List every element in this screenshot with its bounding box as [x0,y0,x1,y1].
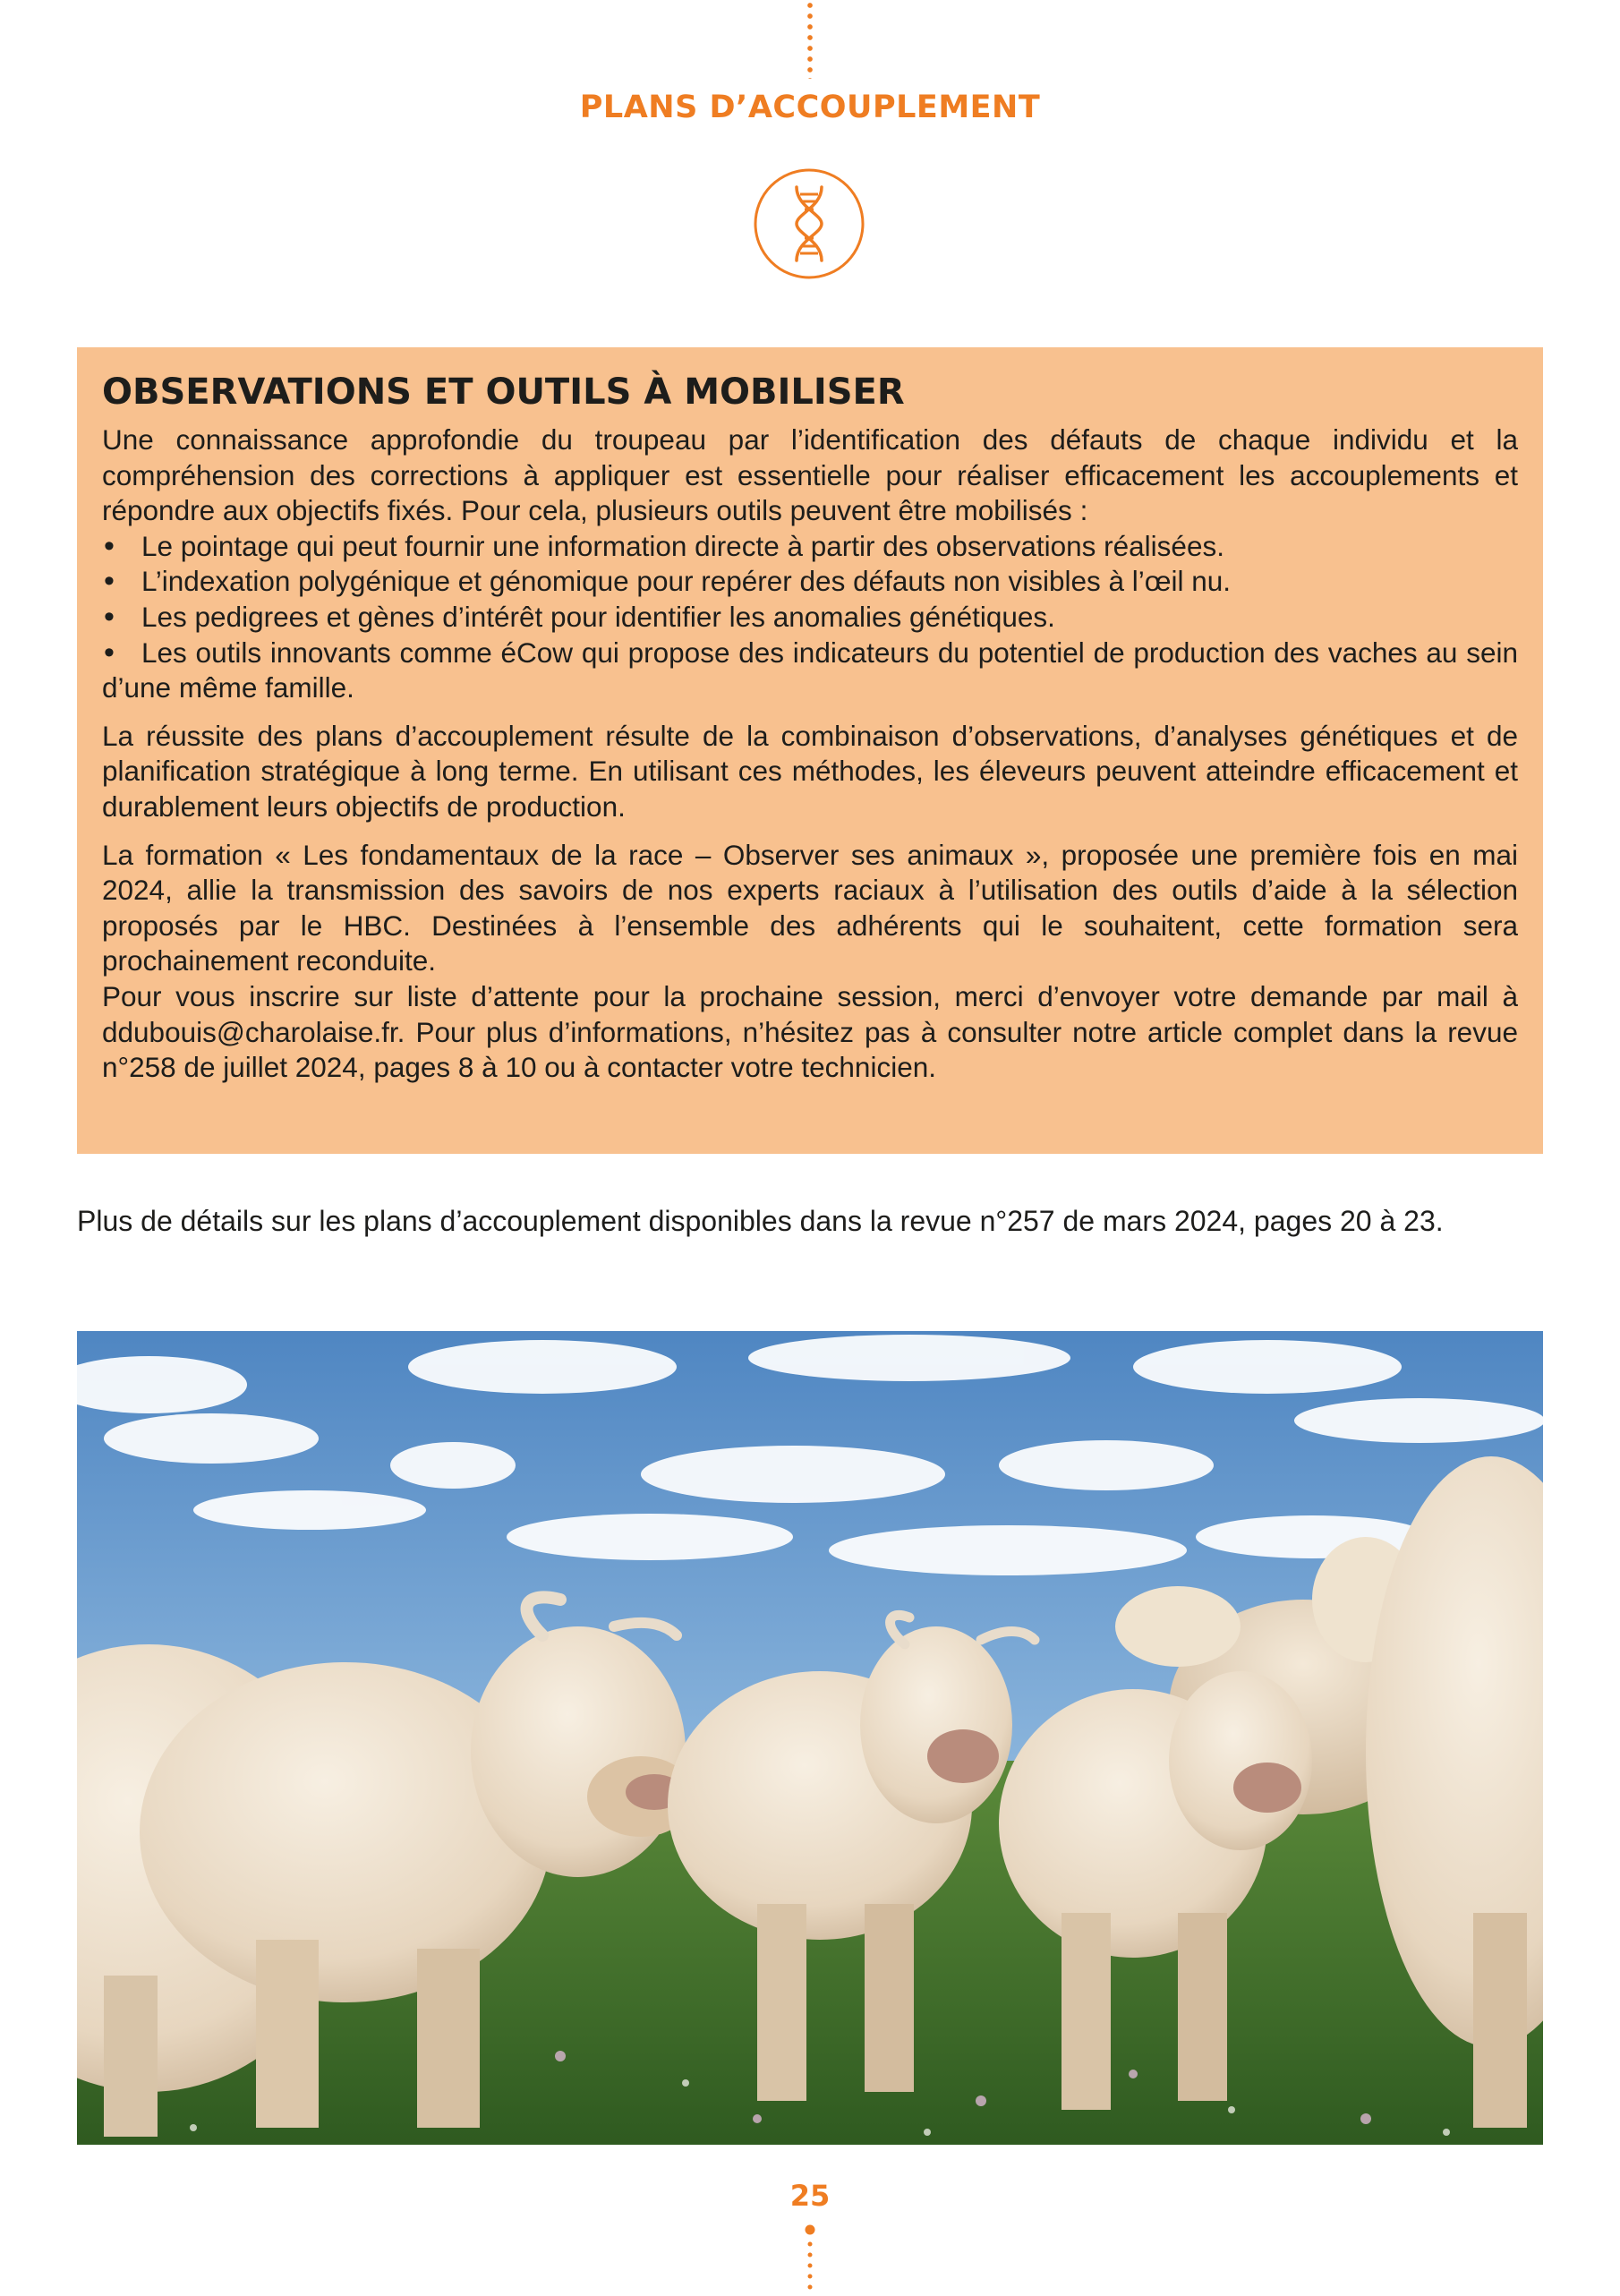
top-dotted-line [807,0,813,79]
details-text: Plus de détails sur les plans d’accouplement disponibles dans la revue n°257 de mars 2024, pages 20 à 23. [77,1205,1444,1237]
box-paragraph-success: La réussite des plans d’accouplement résulte de la combinaison d’observations, d’analyses génétiques et de planification stratégique à long terme. En utilisant ces méthodes, les éleveurs peuvent atteindre efficacement et durablement leurs objectifs de production. [102,719,1518,823]
bottom-dotted-line [805,2224,815,2292]
box-paragraph-training: La formation « Les fondamentaux de la race – Observer ses animaux », proposée une première fois en mai 2024, allie la transmission des savoirs de nos experts raciaux à l’utilisation des outils d’aide à la sélection proposés par le HBC. Destinées à l’ensemble des adhérents qui le souhaitent, cette formation sera prochainement reconduite. [102,838,1518,977]
box-heading: OBSERVATIONS ET OUTILS À MOBILISER [102,371,905,413]
section-title: PLANS D’ACCOUPLEMENT [579,90,1041,125]
observations-box [77,347,1543,1154]
list-item: • Les pedigrees et gènes d’intérêt pour identifier les anomalies génétiques. [102,600,1518,636]
herd-of-charolais-cows-photo [77,1331,1543,2145]
list-item: • L’indexation polygénique et génomique pour repérer des défauts non visibles à l’œil nu. [102,564,1518,600]
list-item: • Les outils innovants comme éCow qui propose des indicateurs du potentiel de production des vaches au sein d’une même famille. [102,636,1518,706]
tools-list [102,529,1518,706]
dna-icon [753,167,865,280]
box-intro: Une connaissance approfondie du troupeau par l’identification des défauts de chaque individu et la compréhension des corrections à appliquer est essentielle pour réaliser efficacement les accouplements et répondre aux objectifs fixés. Pour cela, plusieurs outils peuvent être mobilisés : [102,423,1518,527]
page-number: 25 [789,2179,831,2213]
list-item: • Le pointage qui peut fournir une information directe à partir des observations réalisées. [102,529,1518,565]
box-paragraph-registration: Pour vous inscrire sur liste d’attente pour la prochaine session, merci d’envoyer votre demande par mail à ddubouis@charolaise.fr. Pour plus d’informations, n’hésitez pas à consulter notre article complet dans la revue n°258 de juillet 2024, pages 8 à 10 ou à contacter votre technicien. [102,979,1518,1084]
